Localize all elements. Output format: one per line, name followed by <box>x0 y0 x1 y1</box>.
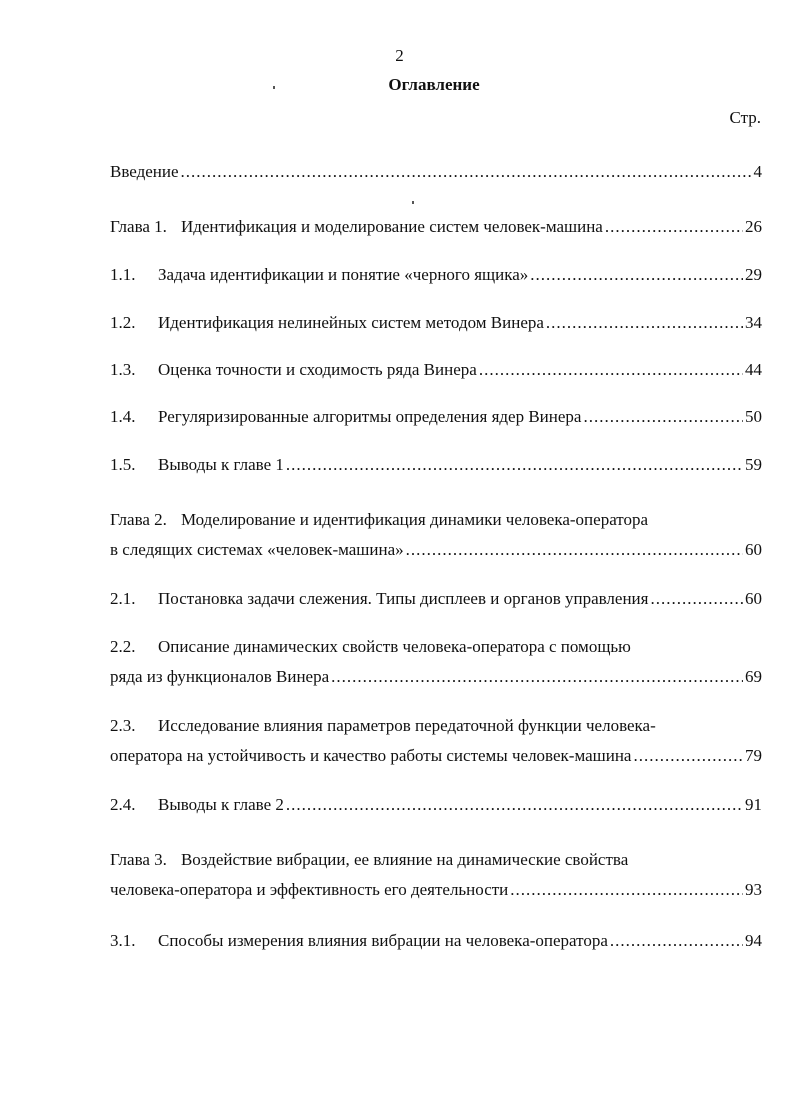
scan-speck <box>412 201 414 204</box>
toc-entry-number: Глава 1. <box>110 217 167 236</box>
toc-entry-number: 2.3. <box>110 716 136 735</box>
toc-title: Оглавление <box>388 75 480 94</box>
toc-entry-text-continued: ряда из функционалов Винера <box>110 667 330 686</box>
toc-entry-text: Воздействие вибрации, ее влияние на динамические свойства <box>180 850 629 869</box>
toc-entry-text: Исследование влияния параметров передаточной функции человека- <box>158 716 656 735</box>
toc-entry-chapter-2[interactable] <box>110 505 762 565</box>
toc-entry-1-3[interactable] <box>110 355 762 385</box>
toc-entry-3-1[interactable] <box>110 926 762 956</box>
toc-entry-1-4[interactable] <box>110 402 762 432</box>
toc-entry-introduction[interactable] <box>110 157 762 187</box>
toc-entry-text: Постановка задачи слежения. Типы дисплеев и органов управления <box>158 589 649 608</box>
toc-entry-page: 29 <box>745 265 762 284</box>
toc-entry-page: 60 <box>745 540 762 559</box>
toc-entry-number: Глава 2. <box>110 510 167 529</box>
toc-entry-1-5[interactable] <box>110 450 762 480</box>
toc-entry-number: 2.1. <box>110 589 136 608</box>
toc-entry-page: 50 <box>745 407 762 426</box>
dot-leader <box>406 535 743 565</box>
toc-entry-text: Введение <box>110 162 179 181</box>
toc-entry-text: Идентификация и моделирование систем человек-машина <box>180 217 603 236</box>
toc-entry-page: 94 <box>745 931 762 950</box>
toc-entry-number: 1.3. <box>110 360 136 379</box>
toc-entry-number: 3.1. <box>110 931 136 950</box>
toc-entry-page: 91 <box>745 795 762 814</box>
dot-leader <box>181 157 752 187</box>
toc-entry-page: 34 <box>745 313 762 332</box>
dot-leader <box>530 260 743 290</box>
toc-entry-chapter-3[interactable] <box>110 845 762 905</box>
dot-leader <box>331 662 743 692</box>
toc-entry-text: Моделирование и идентификация динамики человека-оператора <box>180 510 649 529</box>
toc-entry-page: 44 <box>745 360 762 379</box>
toc-entry-text: Задача идентификации и понятие «черного ящика» <box>158 265 529 284</box>
dot-leader <box>633 741 743 771</box>
toc-entry-number: 2.4. <box>110 795 136 814</box>
dot-leader <box>479 355 743 385</box>
toc-entry-text: Идентификация нелинейных систем методом Винера <box>158 313 544 332</box>
toc-entry-page: 26 <box>745 217 762 236</box>
toc-entry-2-3[interactable] <box>110 711 762 771</box>
toc-entry-1-1[interactable] <box>110 260 762 290</box>
toc-entry-page: 69 <box>745 667 762 686</box>
toc-entry-text: Выводы к главе 2 <box>158 795 284 814</box>
toc-entry-text-continued: человека-оператора и эффективность его деятельности <box>110 880 509 899</box>
dot-leader <box>286 790 743 820</box>
scan-speck <box>273 86 275 89</box>
toc-entry-2-1[interactable] <box>110 584 762 614</box>
dot-leader <box>583 402 743 432</box>
toc-entry-chapter-1[interactable] <box>110 212 762 242</box>
dot-leader <box>510 875 743 905</box>
dot-leader <box>650 584 743 614</box>
dot-leader <box>610 926 743 956</box>
toc-entry-1-2[interactable] <box>110 308 762 338</box>
toc-entry-text-continued: оператора на устойчивость и качество работы системы человек-машина <box>110 746 632 765</box>
toc-entry-text-continued: в следящих системах «человек-машина» <box>110 540 404 559</box>
toc-entry-number: Глава 3. <box>110 850 167 869</box>
toc-entry-text: Оценка точности и сходимость ряда Винера <box>158 360 477 379</box>
dot-leader <box>605 212 743 242</box>
toc-entry-text: Регуляризированные алгоритмы определения ядер Винера <box>158 407 582 426</box>
toc-entry-text: Описание динамических свойств человека-оператора с помощью <box>158 637 631 656</box>
toc-entry-page: 93 <box>745 880 762 899</box>
toc-entry-page: 79 <box>745 746 762 765</box>
toc-entry-page: 60 <box>745 589 762 608</box>
toc-entry-number: 1.4. <box>110 407 136 426</box>
toc-entry-number: 1.5. <box>110 455 136 474</box>
toc-entry-number: 1.1. <box>110 265 136 284</box>
toc-entry-page: 59 <box>745 455 762 474</box>
dot-leader <box>546 308 743 338</box>
page-column-label: Стр. <box>729 108 761 127</box>
toc-entry-page: 4 <box>753 162 762 181</box>
toc-entry-2-4[interactable] <box>110 790 762 820</box>
toc-entry-2-2[interactable] <box>110 632 762 692</box>
toc-entry-number: 2.2. <box>110 637 136 656</box>
toc-entry-number: 1.2. <box>110 313 136 332</box>
toc-entry-text: Способы измерения влияния вибрации на человека-оператора <box>158 931 608 950</box>
page-number: 2 <box>395 46 404 65</box>
dot-leader <box>286 450 743 480</box>
toc-entry-text: Выводы к главе 1 <box>158 455 284 474</box>
